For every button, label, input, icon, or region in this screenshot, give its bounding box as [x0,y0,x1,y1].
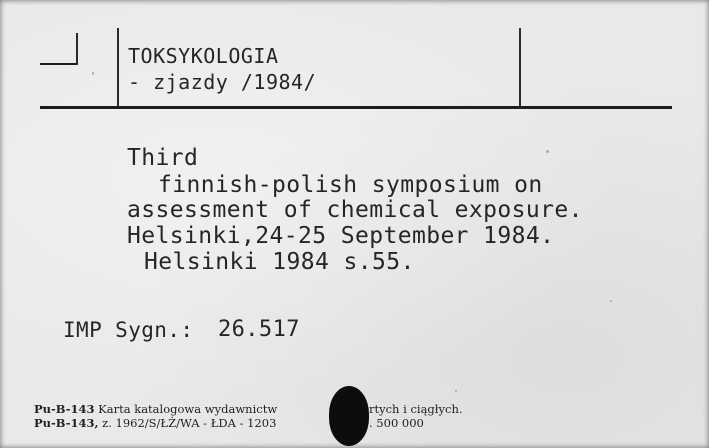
imprint-code-1: Pu-B-143 [34,402,95,416]
paper-speck [92,72,94,75]
header-divider-right [519,28,521,108]
entry-line-5: Helsinki 1984 s.55. [144,249,415,275]
paper-speck [610,300,612,302]
entry-line-3: assessment of chemical exposure. [127,197,583,223]
paper-speck [546,150,549,153]
subject-subheading: - zjazdy /1984/ [128,70,317,94]
subject-heading: TOKSYKOLOGIA [128,44,279,68]
imprint-line-1-tail: rtych i ciągłych. [369,402,463,416]
entry-line-4: Helsinki,24-25 September 1984. [127,223,555,249]
header-left-tick [76,33,78,65]
imprint-line-1 [34,402,277,416]
header-divider-left [117,28,119,108]
imprint-line-2-tail: . 500 000 [369,416,424,430]
signature-value: 26.517 [218,317,300,342]
imprint-line-2 [34,416,276,430]
imprint-text-1: Karta katalogowa wydawnictw [98,402,278,416]
imprint-code-2: Pu-B-143, [34,416,99,430]
paper-speck [455,390,457,392]
header-top-left-line [40,63,78,65]
entry-line-1: Third [127,145,199,171]
imprint-text-2: z. 1962/S/ŁŻ/WA - ŁDA - 1203 [102,416,277,430]
signature-label: IMP Sygn.: [63,318,194,342]
header-bottom-rule [40,106,672,109]
punch-hole [329,386,369,446]
entry-line-2: finnish-polish symposium on [158,172,543,198]
